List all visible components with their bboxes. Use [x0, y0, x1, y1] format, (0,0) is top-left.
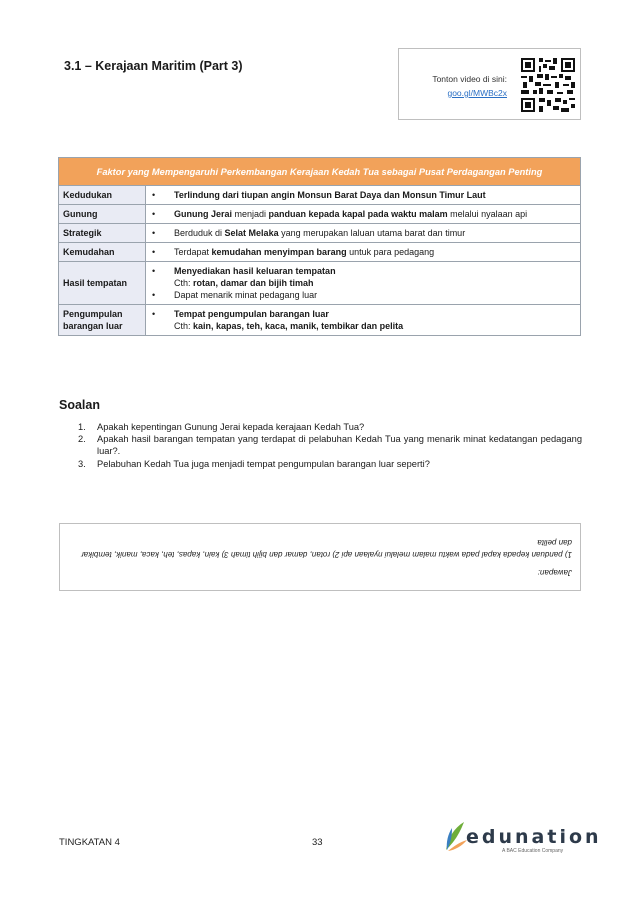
bullet-icon: •: [152, 266, 156, 276]
bullet-text: [174, 227, 465, 239]
table-row: [59, 305, 581, 336]
row-content: [146, 224, 581, 243]
video-caption: [407, 72, 507, 100]
text-segment: Selat Melaka: [224, 228, 279, 238]
video-link[interactable]: goo.gl/MWBc2x: [447, 88, 507, 98]
bullet-icon: •: [152, 309, 156, 319]
text-segment: Terlindung dari tiupan angin Monsun Barat Daya dan Monsun Timur Laut: [174, 190, 486, 200]
row-content: [146, 205, 581, 224]
question-number: 1.: [78, 422, 86, 432]
answer-box: [59, 523, 581, 591]
text-segment: Berduduk di: [174, 228, 225, 238]
bullet-item: [150, 265, 574, 289]
bullet-icon: •: [152, 228, 156, 238]
row-label: Pengumpulan barangan luar: [59, 305, 146, 336]
bullet-text: [174, 265, 336, 289]
row-content: [146, 305, 581, 336]
row-label: Kedudukan: [59, 186, 146, 205]
text-segment: Tempat pengumpulan barangan luar: [174, 309, 329, 319]
text-segment: panduan kepada kapal pada waktu malam: [268, 209, 448, 219]
text-segment: Cth:: [174, 278, 194, 288]
row-content: [146, 243, 581, 262]
row-label: Gunung: [59, 205, 146, 224]
factors-table: [58, 157, 581, 336]
text-segment: Gunung Jerai: [174, 209, 233, 219]
question-item: [78, 433, 582, 457]
question-text: Pelabuhan Kedah Tua juga menjadi tempat pengumpulan barangan luar seperti?: [97, 459, 430, 469]
text-segment: kain, kapas, teh, kaca, manik, tembikar dan pelita: [193, 321, 404, 331]
row-label: Strategik: [59, 224, 146, 243]
edunation-logo: [442, 820, 602, 856]
bullet-text: [174, 246, 434, 258]
qr-code-icon[interactable]: [521, 55, 575, 115]
page-title: 3.1 – Kerajaan Maritim (Part 3): [64, 59, 243, 73]
bullet-text: [174, 308, 403, 332]
text-segment: Menyediakan hasil keluaran tempatan: [174, 266, 336, 276]
table-row: [59, 243, 581, 262]
answer-label: Jawapan:: [537, 568, 572, 577]
answer-upside-down: [60, 524, 580, 590]
text-segment: Cth:: [174, 321, 194, 331]
text-segment: menjadi: [232, 209, 269, 219]
soalan-heading: Soalan: [59, 398, 100, 412]
logo-subtitle: A BAC Education Company: [502, 848, 564, 854]
bullet-icon: •: [152, 247, 156, 257]
bullet-item: [150, 227, 574, 239]
bullet-text: [174, 289, 317, 301]
bullet-item: [150, 308, 574, 332]
question-item: [78, 458, 582, 470]
question-number: 2.: [78, 434, 86, 444]
table-row: [59, 205, 581, 224]
table-row: [59, 224, 581, 243]
bullet-icon: •: [152, 290, 156, 300]
text-segment: untuk para pedagang: [346, 247, 435, 257]
question-item: [78, 421, 582, 433]
row-label: Kemudahan: [59, 243, 146, 262]
video-text: Tonton video di sini:: [432, 74, 507, 84]
text-segment: yang merupakan laluan utama barat dan timur: [278, 228, 466, 238]
question-text: Apakah hasil barangan tempatan yang terdapat di pelabuhan Kedah Tua yang menarik minat kedatangan pedagang luar?.: [97, 434, 582, 456]
footer-form-label: TINGKATAN 4: [59, 837, 120, 848]
table-heading: Faktor yang Mempengaruhi Perkembangan Kerajaan Kedah Tua sebagai Pusat Perdagangan Penting: [59, 158, 581, 186]
bullet-item: [150, 189, 574, 201]
question-text: Apakah kepentingan Gunung Jerai kepada kerajaan Kedah Tua?: [97, 422, 365, 432]
text-segment: melalui nyalaan api: [447, 209, 528, 219]
bullet-icon: •: [152, 190, 156, 200]
bullet-icon: •: [152, 209, 156, 219]
bullet-item: [150, 289, 574, 301]
answer-text: 1) panduan kepada kapal pada waktu malam melalui nyalaan api 2) rotan, damar dan bijih timah 3) kain, kapas, teh, kaca, manik, tembikar dan pelita: [81, 538, 572, 559]
bullet-item: [150, 208, 574, 220]
text-segment: kemudahan menyimpan barang: [211, 247, 347, 257]
table-row: [59, 186, 581, 205]
text-segment: Dapat menarik minat pedagang luar: [174, 290, 318, 300]
row-label: Hasil tempatan: [59, 262, 146, 305]
question-number: 3.: [78, 459, 86, 469]
text-segment: Terdapat: [174, 247, 212, 257]
logo-text: edunation: [466, 826, 602, 848]
bullet-item: [150, 246, 574, 258]
row-content: [146, 186, 581, 205]
leaf-icon: [442, 820, 468, 854]
row-content: [146, 262, 581, 305]
bullet-text: [174, 189, 486, 201]
table-row: [59, 262, 581, 305]
page-number: 33: [312, 837, 323, 848]
bullet-text: [174, 208, 527, 220]
text-segment: rotan, damar dan bijih timah: [193, 278, 314, 288]
video-box: [398, 48, 581, 120]
